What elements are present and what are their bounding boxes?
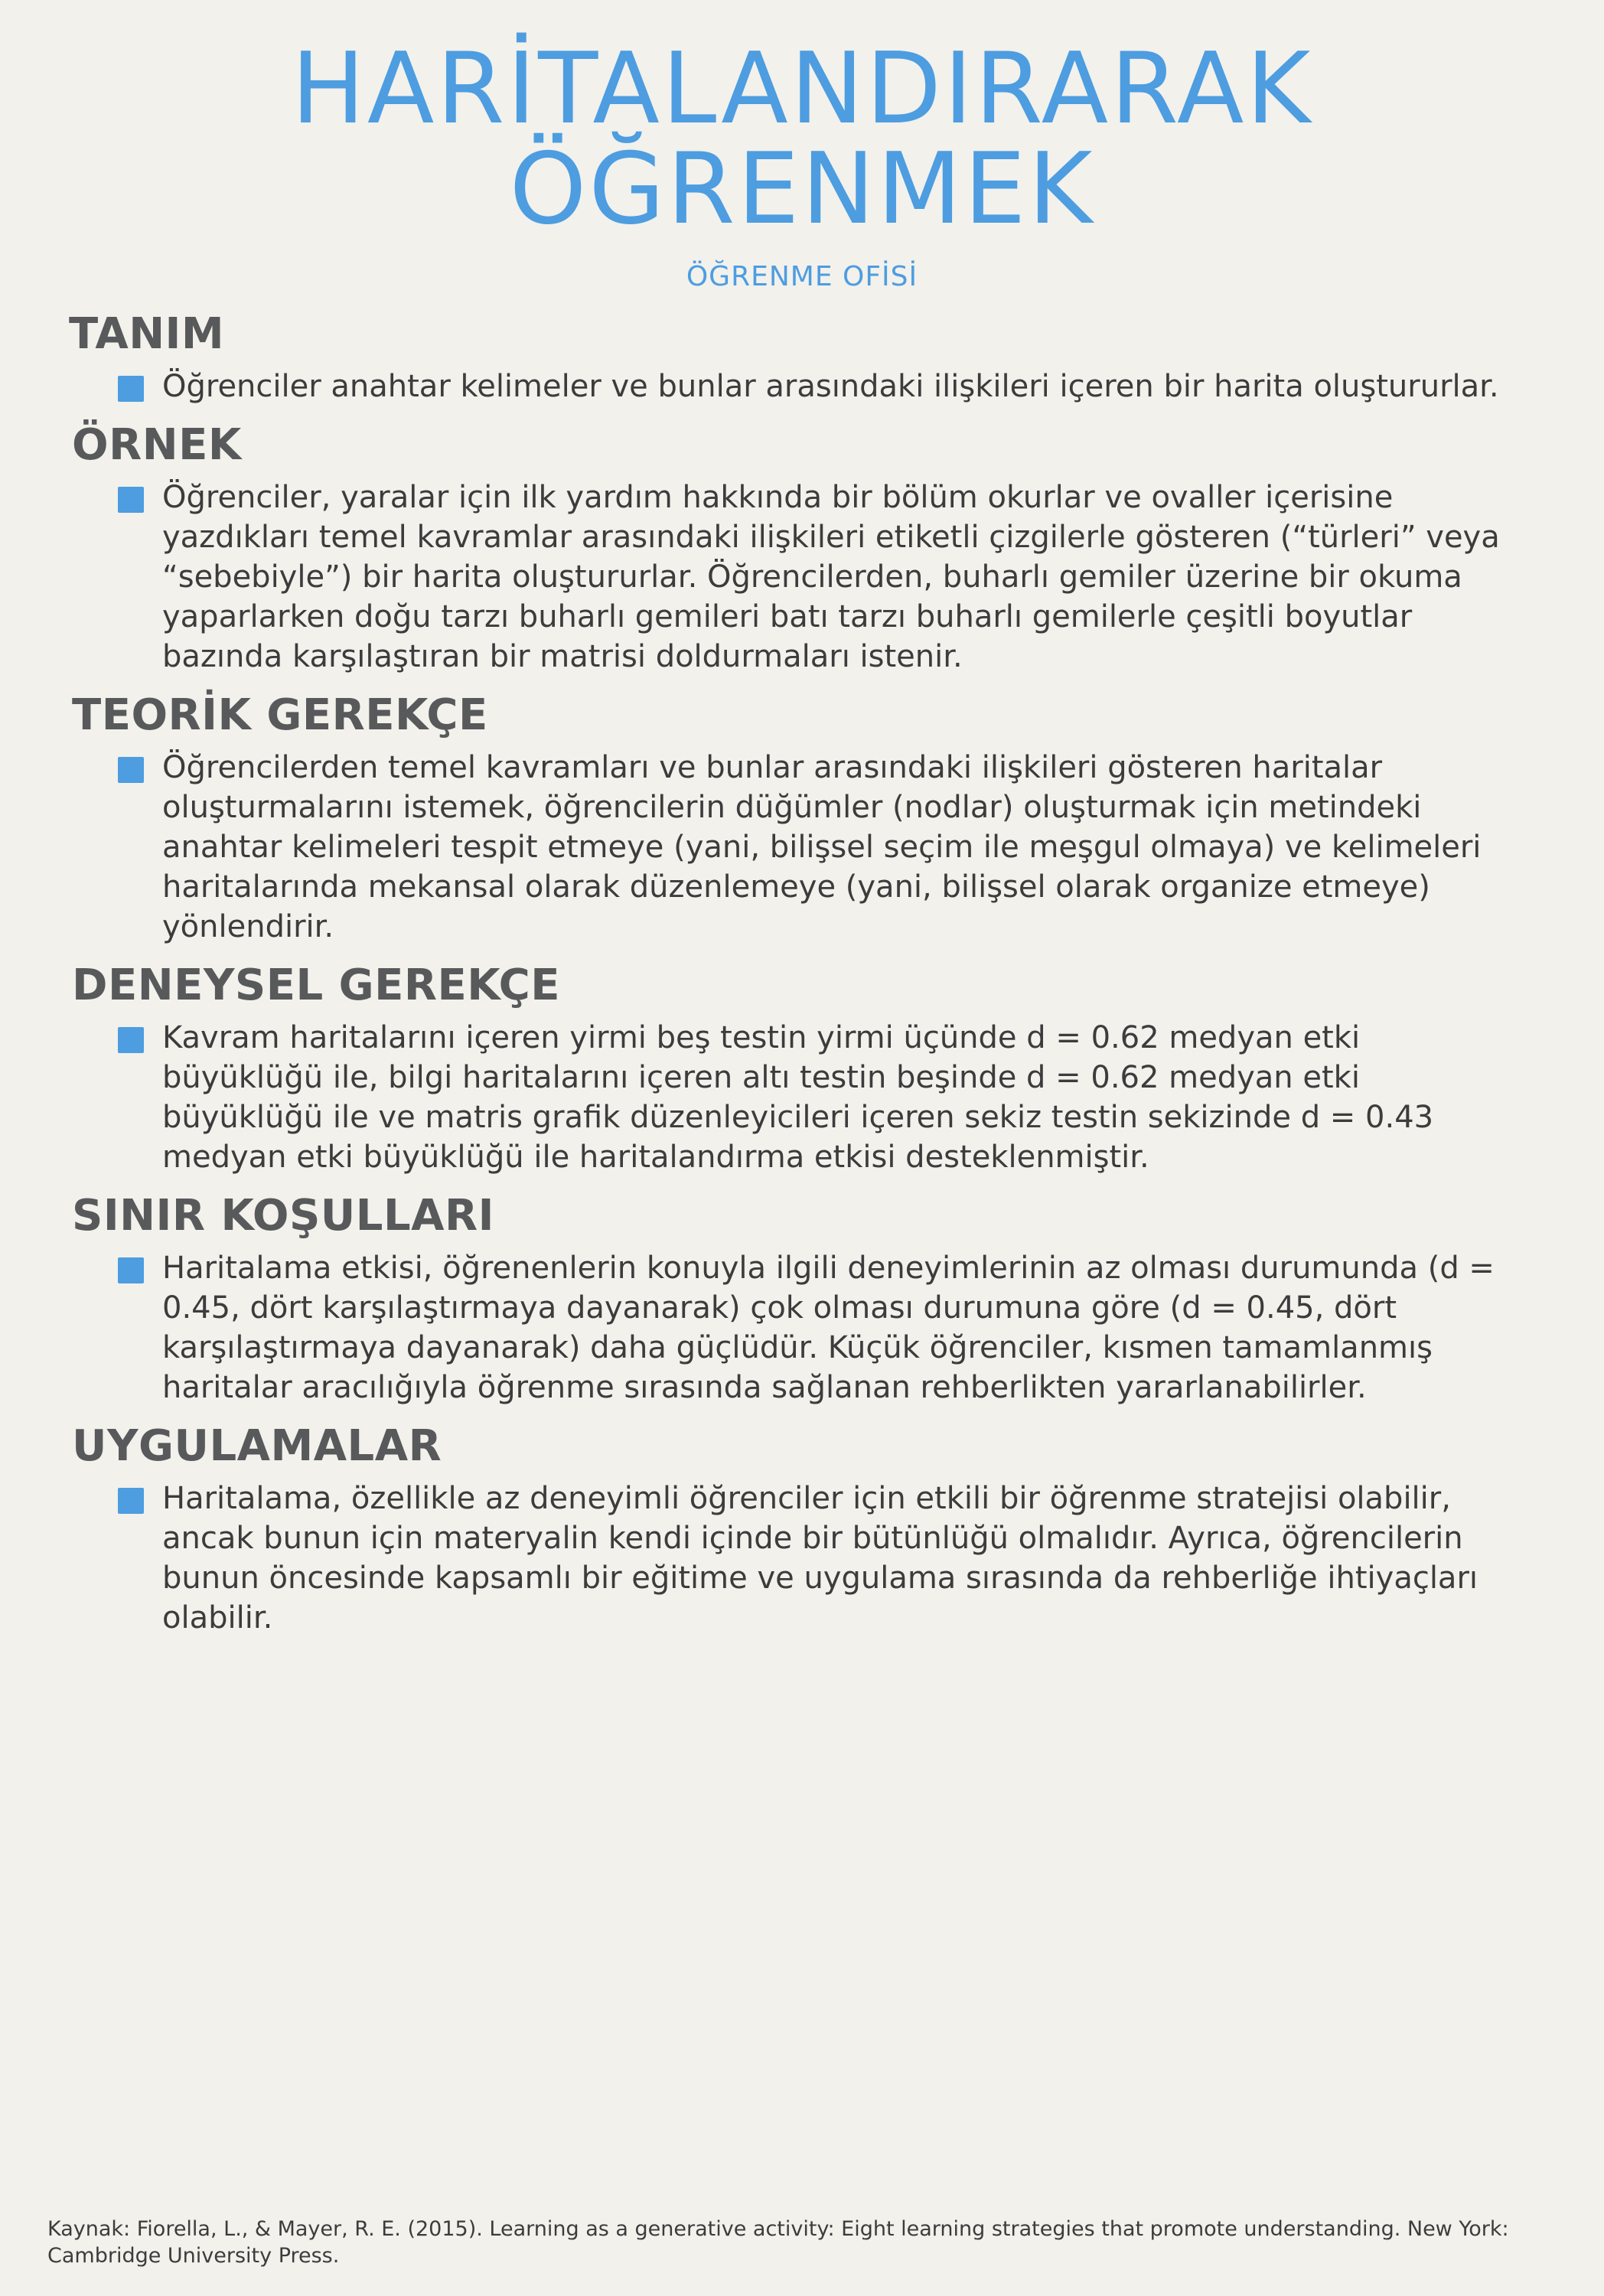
- section-body: Öğrencilerden temel kavramları ve bunlar arasındaki ilişkileri gösteren haritalar oluşturmalarını istemek, öğrencilerin düğümler (nodlar) oluşturmak için metindeki anahtar kelimeleri tespit etmeye (yani, bilişsel seçim ile meşgul olmaya) ve kelimeleri haritalarında mekansal olarak düzenlemeye (yani, bilişsel olarak organize etmeye) yönlendirir.: [162, 750, 1482, 945]
- list-item: [58, 1018, 1546, 1177]
- page-subtitle: ÖĞRENME OFİSİ: [686, 261, 918, 293]
- section-deneysel-gerekce: [58, 960, 1546, 1177]
- section-heading: SINIR KOŞULLARI: [72, 1191, 494, 1241]
- section-body: Haritalama, özellikle az deneyimli öğrenciler için etkili bir öğrenme stratejisi olabilir, ancak bunun için materyalin kendi içinde bir bütünlüğü olmalıdır. Ayrıca, öğrencilerin bunun öncesinde kapsamlı bir eğitime ve uygulama sırasında da rehberliğe ihtiyaçları olabilir.: [162, 1481, 1478, 1636]
- list-item: [58, 748, 1546, 947]
- list-item: [58, 478, 1546, 677]
- section-heading: DENEYSEL GEREKÇE: [72, 960, 560, 1011]
- section-body: Kavram haritalarını içeren yirmi beş testin yirmi üçünde d = 0.62 medyan etki büyüklüğü ile, bilgi haritalarını içeren altı testin beşinde d = 0.62 medyan etki büyüklüğü ile ve matris grafik düzenleyicileri içeren sekiz testin sekizinde d = 0.43 medyan etki büyüklüğü ile haritalandırma etkisi desteklenmiştir.: [162, 1020, 1434, 1176]
- section-heading: TEORİK GEREKÇE: [72, 690, 488, 741]
- square-bullet-icon: [118, 376, 144, 402]
- section-body: Öğrenciler, yaralar için ilk yardım hakkında bir bölüm okurlar ve ovaller içerisine yazdıkları temel kavramlar arasındaki ilişkileri etiketli çizgilerle gösteren (“türleri” veya “sebebiyle”) bir harita oluştururlar. Öğrencilerden, buharlı gemiler üzerine bir okuma yaparlarken doğu tarzı buharlı gemileri batı tarzı buharlı gemilerle çeşitli boyutlar bazında karşılaştıran bir matrisi doldurmaları istenir.: [162, 480, 1500, 675]
- section-sinir-kosullari: [58, 1191, 1546, 1407]
- square-bullet-icon: [118, 487, 144, 513]
- section-heading: UYGULAMALAR: [72, 1421, 442, 1472]
- square-bullet-icon: [118, 1488, 144, 1514]
- section-heading: ÖRNEK: [72, 420, 242, 471]
- section-tanim: [58, 309, 1546, 406]
- square-bullet-icon: [118, 1257, 144, 1283]
- square-bullet-icon: [118, 1027, 144, 1053]
- section-teorik-gerekce: [58, 690, 1546, 947]
- section-body: Öğrenciler anahtar kelimeler ve bunlar arasındaki ilişkileri içeren bir harita oluştururlar.: [162, 369, 1499, 405]
- page-title: [58, 32, 1546, 246]
- title-block: [58, 0, 1546, 292]
- section-body: Haritalama etkisi, öğrenenlerin konuyla ilgili deneyimlerinin az olması durumunda (d = 0.45, dört karşılaştırmaya dayanarak) çok olması durumuna göre (d = 0.45, dört karşılaştırmaya dayanarak) daha güçlüdür. Küçük öğrenciler, kısmen tamamlanmış haritalar aracılığıyla öğrenme sırasında sağlanan rehberlikten yararlanabilirler.: [162, 1251, 1495, 1406]
- section-uygulamalar: [58, 1421, 1546, 1638]
- list-item: [58, 1479, 1546, 1638]
- page-title-line-1: HARİTALANDIRARAK: [291, 32, 1313, 146]
- page-title-line-2: ÖĞRENMEK: [509, 132, 1095, 246]
- section-heading: TANIM: [69, 309, 225, 360]
- list-item: [58, 367, 1546, 406]
- section-ornek: [58, 420, 1546, 677]
- list-item: [58, 1248, 1546, 1407]
- source-citation: Kaynak: Fiorella, L., & Mayer, R. E. (2015). Learning as a generative activity: Eight learning strategies that promote understanding. New York: Cambridge University Press.: [47, 2216, 1509, 2268]
- sections-container: [58, 309, 1546, 1638]
- square-bullet-icon: [118, 757, 144, 783]
